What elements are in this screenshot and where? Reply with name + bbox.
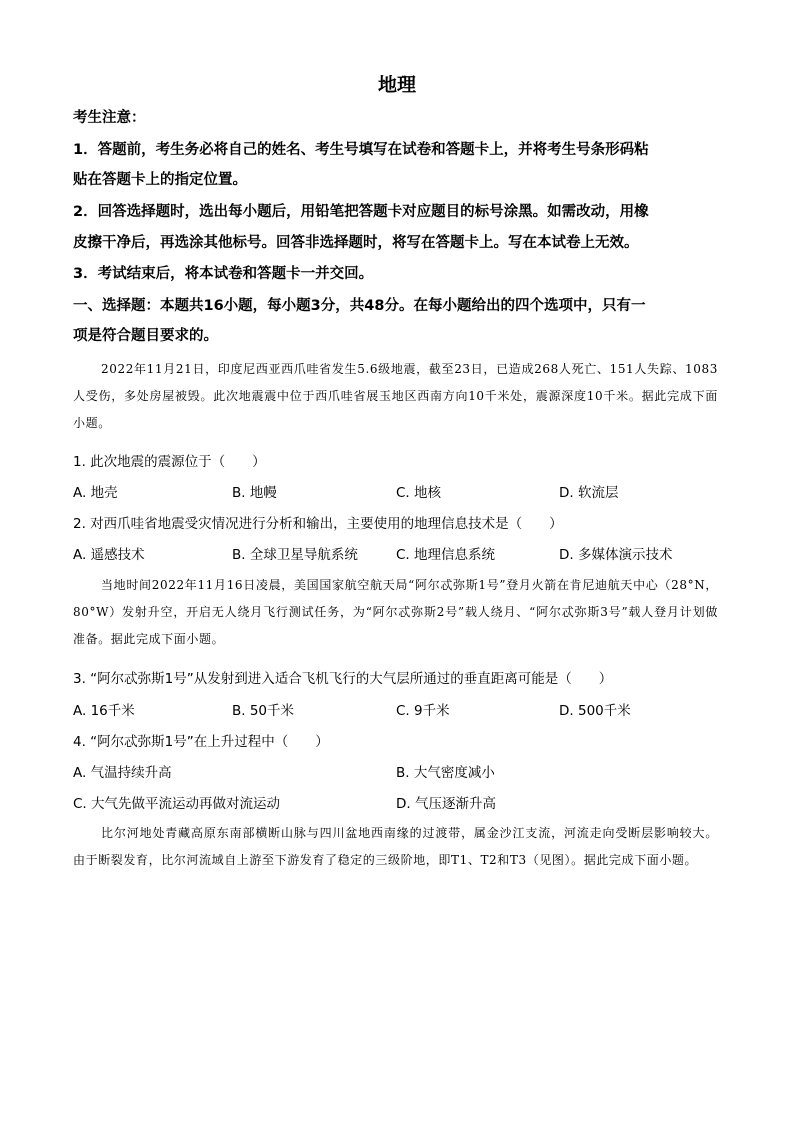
option-b[interactable]: B. 50千米 — [232, 703, 295, 719]
option-b[interactable]: B. 地幔 — [232, 485, 277, 501]
option-b[interactable]: B. 全球卫星导航系统 — [232, 547, 358, 563]
question-2-stem: 2. 对西爪哇省地震受灾情况进行分析和输出，主要使用的地理信息技术是（ ） — [73, 516, 563, 532]
passage-artemis: 当地时间2022年11月16日凌晨，美国国家航空航天局“阿尔忒弥斯1号”登月火箭在肯尼迪航天中心（28°N，80°W）发射升空，开启无人绕月飞行测试任务，为“阿尔忒弥斯2号”载人绕月、“阿尔忒弥斯3号”载人登月计划做准备。据此完成下面小题。 — [73, 578, 718, 646]
section-heading: 项是符合题目要求的。 — [73, 328, 218, 344]
section-heading: 一、选择题：本题共16小题，每小题3分，共48分。在每小题给出的四个选项中，只有一 — [73, 298, 646, 314]
passage-bier-river: 比尔河地处青藏高原东南部横断山脉与四川盆地西南缘的过渡带，属金沙江支流，河流走向受断层影响较大。由于断裂发育，比尔河流域自上游至下游发育了稳定的三级阶地，即T1、T2和T3（见图）。据此完成下面小题。 — [73, 826, 718, 867]
option-a[interactable]: A. 气温持续升高 — [73, 765, 172, 781]
notice-heading: 考生注意： — [73, 110, 146, 126]
question-3-stem: 3. “阿尔忒弥斯1号”从发射到进入适合飞机飞行的大气层所通过的垂直距离可能是（ ） — [73, 671, 613, 687]
option-d[interactable]: D. 多媒体演示技术 — [559, 547, 673, 563]
option-a[interactable]: A. 遥感技术 — [73, 547, 145, 563]
page-title: 地理 — [377, 74, 416, 96]
question-3-options — [73, 701, 723, 721]
notice-line: 3．考试结束后，将本试卷和答题卡一并交回。 — [73, 266, 374, 282]
option-c[interactable]: C. 地理信息系统 — [396, 547, 496, 563]
option-c[interactable]: C. 地核 — [396, 485, 442, 501]
question-4-stem: 4. “阿尔忒弥斯1号”在上升过程中（ ） — [73, 734, 329, 750]
question-4-options-row-2 — [73, 794, 723, 814]
question-1-stem: 1. 此次地震的震源位于（ ） — [73, 454, 266, 470]
notice-line: 皮擦干净后，再选涂其他标号。回答非选择题时，将写在答题卡上。写在本试卷上无效。 — [73, 235, 639, 251]
option-c[interactable]: C. 大气先做平流运动再做对流运动 — [73, 796, 281, 812]
option-d[interactable]: D. 500千米 — [559, 703, 631, 719]
option-a[interactable]: A. 地壳 — [73, 485, 118, 501]
question-4-options-row-1 — [73, 763, 723, 783]
notice-line: 贴在答题卡上的指定位置。 — [73, 172, 247, 188]
question-2-options — [73, 545, 723, 565]
option-a[interactable]: A. 16千米 — [73, 703, 135, 719]
option-d[interactable]: D. 气压逐渐升高 — [396, 796, 496, 812]
option-d[interactable]: D. 软流层 — [559, 485, 619, 501]
notice-line: 2．回答选择题时，选出每小题后，用铅笔把答题卡对应题目的标号涂黑。如需改动，用橡 — [73, 204, 649, 220]
question-1-options — [73, 483, 723, 503]
option-c[interactable]: C. 9千米 — [396, 703, 450, 719]
option-b[interactable]: B. 大气密度减小 — [396, 765, 495, 781]
notice-line: 1．答题前，考生务必将自己的姓名、考生号填写在试卷和答题卡上，并将考生号条形码粘 — [73, 142, 649, 158]
passage-earthquake: 2022年11月21日，印度尼西亚西爪哇省发生5.6级地震，截至23日，已造成268人死亡、151人失踪、1083人受伤，多处房屋被毁。此次地震震中位于西爪哇省展玉地区西南方向10千米处，震源深度10千米。据此完成下面小题。 — [73, 362, 718, 430]
